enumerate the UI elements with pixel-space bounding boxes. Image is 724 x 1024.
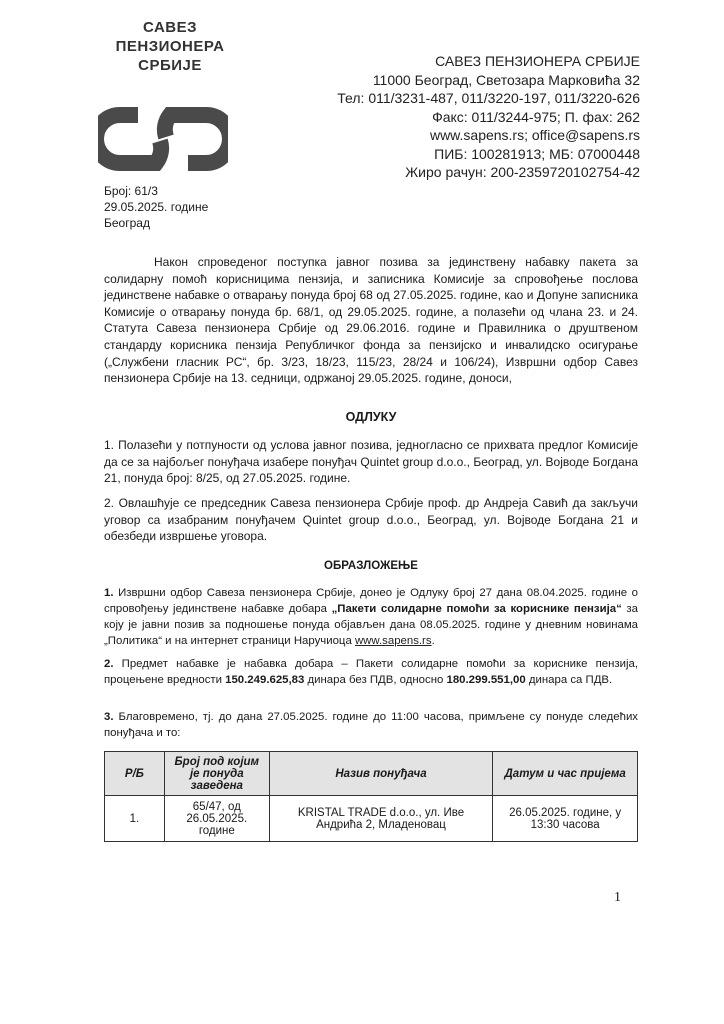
reasoning-2-text-b: динара без ПДВ, односно [304, 674, 447, 686]
ref-place: Београд [104, 216, 150, 230]
reasoning-1-text-b: за коју је јавни позив за подношење понуда објављен дана 08.05.2025. године у дневним новинама „Политика“ и на интернет страници Наручиоца [104, 603, 638, 647]
org-pib: ПИБ: 100281913; МБ: 07000448 [434, 145, 640, 162]
table-header-row [105, 752, 638, 796]
reasoning-paragraph-1 [104, 585, 638, 649]
reasoning-1-number: 1. [104, 587, 114, 599]
logo-line-3: СРБИЈЕ [138, 57, 202, 74]
sapens-link[interactable]: www.sapens.rs [354, 635, 432, 647]
reasoning-1-subject: „Пакети солидарне помоћи за кориснике пензија“ [331, 603, 622, 615]
reasoning-2-text-c: динара са ПДВ. [525, 674, 613, 686]
reasoning-1-text-a: Извршни одбор Савеза пензионера Србије, донео је Одлуку број 27 дана 08.04.2025. године о спровођењу јединствене набавке добара [104, 587, 638, 615]
organization-header [337, 52, 640, 182]
estimated-value-with-vat: 180.299.551,00 [446, 674, 526, 686]
offers-table [104, 751, 638, 842]
cell-offer-number: 65/47, од 26.05.2025. године [164, 796, 269, 842]
chain-logo-icon [98, 105, 228, 173]
header-received-date: Датум и час пријема [493, 752, 638, 796]
cell-received-date: 26.05.2025. године, у 13:30 часова [493, 796, 638, 842]
reasoning-2-number: 2. [104, 658, 114, 670]
reasoning-3-number: 3. [104, 711, 114, 723]
reasoning-paragraph-2 [104, 656, 638, 688]
org-address: 11000 Београд, Светозара Марковића 32 [372, 71, 640, 88]
cell-rb: 1. [105, 796, 165, 842]
decision-title: ОДЛУКУ [345, 410, 397, 424]
document-reference [104, 183, 208, 231]
decision-item-1: 1. Полазећи у потпуности од услова јавног позива, једногласно се прихвата предлог Комисије да се за најбољег понуђача изабере понуђач Quintet group d.o.o., Београд, ул. Војводе Богдана 21, понуда број: 8/25, од 27.05.2025. године. [104, 438, 638, 486]
intro-paragraph: Након спроведеног поступка јавног позива за јединствену набавку пакета за солидарну помоћ корисницима пензија, и записника Комисије за спровођење послова јединствене набавке о отварању понуда број 68 од 27.05.2025. године, као и Допуне записника Комисије о отварању понуда бр. 68/1, од 29.05.2025. године, а полазећи од члана 23. и 24. Статута Савеза пензионера Србије од 29.06.2016. године и Правилника о друштвеном стандарду корисника пензија Републичког фонда за пензијско и инвалидско осигурање („Службени гласник РС“, бр. 3/23, 18/23, 115/23, 28/24 и 106/24), Извршни одбор Савез пензионера Србије на 13. седници, одржаној 29.05.2025. године, доноси, [104, 255, 638, 386]
org-name: САВЕЗ ПЕНЗИОНЕРА СРБИЈЕ [435, 53, 640, 69]
logo-line-1: САВЕЗ [142, 19, 198, 36]
org-web: www.sapens.rs; office@sapens.rs [429, 127, 640, 143]
logo-text [95, 18, 245, 75]
reasoning-paragraph-3 [104, 709, 638, 741]
reasoning-2-text-a: Предмет набавке је набавка добара – Пакети солидарне помоћи за кориснике пензија, процењене вредности [104, 658, 638, 686]
org-account: Жиро рачун: 200-2359720102754-42 [405, 164, 640, 180]
cell-bidder-name: KRISTAL TRADE d.o.o., ул. Иве Андрића 2, Младеновац [269, 796, 493, 842]
org-fax: Факс: 011/3244-975; П. фах: 262 [432, 108, 640, 125]
header-bidder-name: Назив понуђача [269, 752, 493, 796]
decision-item-2: 2. Овлашћује се председник Савеза пензионера Србије проф. др Андреја Савић да закључи уговор са изабраним понуђачем Quintet group d.o.o., Београд, ул. Војводе Богдана 21 и обезбеди извршење уговора. [104, 496, 638, 544]
org-phone: Тел: 011/3231-487, 011/3220-197, 011/3220-626 [337, 90, 640, 106]
estimated-value-no-vat: 150.249.625,83 [225, 674, 305, 686]
ref-date: 29.05.2025. године [104, 200, 209, 214]
reasoning-title: ОБРАЗЛОЖЕЊЕ [324, 560, 418, 572]
header-offer-number: Број под којим је понуда заведена [164, 752, 269, 796]
ref-number: Број: 61/3 [104, 184, 158, 198]
table-row [105, 796, 638, 842]
reasoning-1-text-c: . [431, 635, 435, 647]
page-number: 1 [614, 890, 621, 905]
logo-line-2: ПЕНЗИОНЕРА [115, 38, 225, 55]
reasoning-3-text: Благовремено, тј. до дана 27.05.2025. године до 11:00 часова, примљене су понуде следећих понуђача и то: [104, 711, 638, 739]
header-rb: Р/Б [105, 752, 165, 796]
